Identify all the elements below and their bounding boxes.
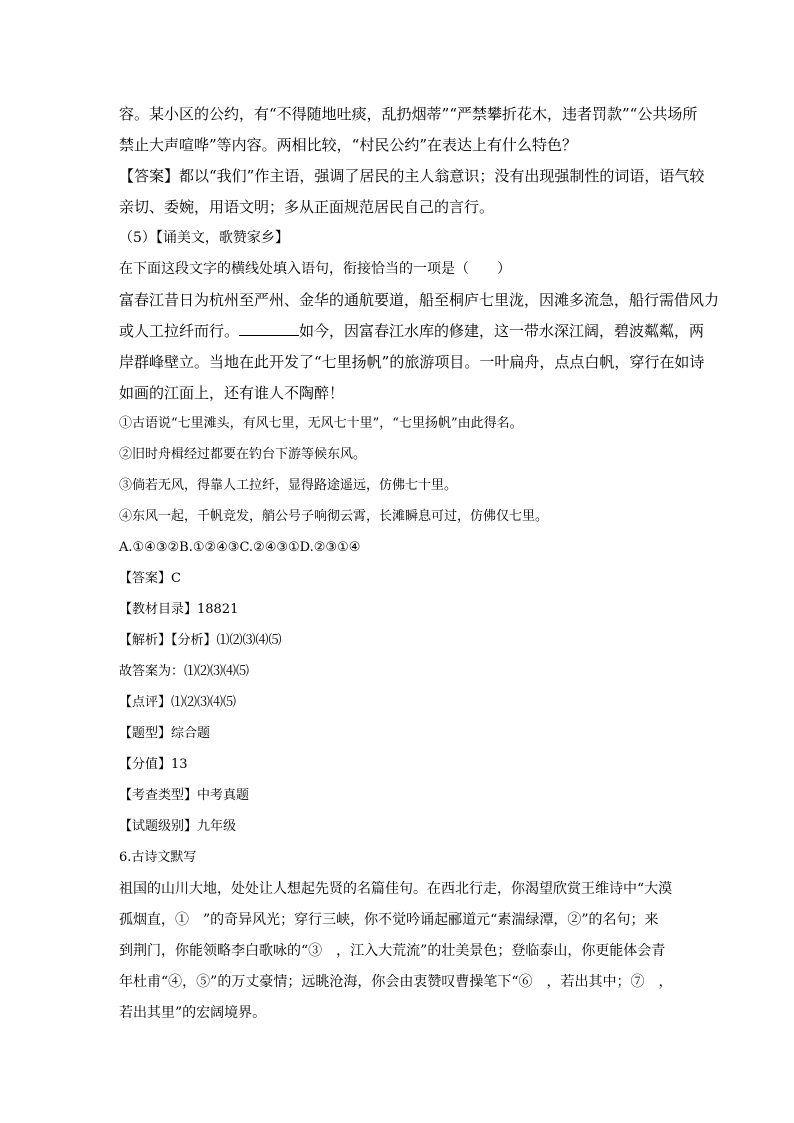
- answer-line: 【答案】都以“我们”作主语，强调了居民的主人翁意识；没有出现强制性的词语，语气较: [119, 167, 705, 185]
- fill-in-blank: [239, 321, 299, 336]
- text-line: 到荆门，你能领略李白歌咏的“③ ，江入大荒流”的壮美景色；登临泰山，你更能体会青: [119, 943, 666, 959]
- text-segment: 或人工拉纤而行。: [119, 322, 240, 340]
- question-heading: 6.古诗文默写: [119, 850, 197, 865]
- text-line: 岸群峰壁立。当地在此开发了“七里扬帆”的旅游项目。一叶扁舟，点点白帆，穿行在如诗: [119, 353, 705, 371]
- section-heading: （5）【诵美文，歌赞家乡】: [119, 230, 289, 246]
- comment-label: 【点评】⑴⑵⑶⑷⑸: [119, 695, 237, 710]
- answer-summary: 故答案为：⑴⑵⑶⑷⑸: [119, 664, 250, 679]
- option-sentence-3: ③倘若无风，得靠人工拉纤，显得路途遥远，仿佛七十里。: [119, 478, 458, 493]
- text-line: 如画的江面上，还有谁人不陶醉！: [119, 384, 345, 402]
- text-line: 若出其里”的宏阔境界。: [119, 1005, 267, 1021]
- text-segment: 如今，因富春江水库的修建，这一带水深江阔，碧波粼粼，两: [299, 322, 705, 340]
- answer-label: 【答案】C: [119, 571, 181, 586]
- text-line-with-blank: [119, 321, 705, 341]
- question-prompt: 在下面这段文字的横线处填入语句，衔接恰当的一项是（ ）: [119, 261, 511, 277]
- catalog-label: 【教材目录】18821: [119, 602, 239, 617]
- text-line: 年杜甫“④，⑤”的万丈豪情；远眺沧海，你会由衷赞叹曹操笔下“⑥ ，若出其中；⑦ ，: [119, 974, 673, 990]
- question-type-label: 【题型】综合题: [119, 726, 211, 741]
- option-sentence-1: ①古语说“七里滩头，有风七里，无风七十里”，“七里扬帆”由此得名。: [119, 416, 523, 431]
- text-line: 孤烟直，① ”的奇异风光；穿行三峡，你不觉吟诵起郦道元“素湍绿潭，②”的名句；来: [119, 912, 659, 928]
- analysis-label: 【解析】【分析】⑴⑵⑶⑷⑸: [119, 633, 282, 648]
- option-sentence-4: ④东风一起，千帆竞发，艄公号子响彻云霄，长滩瞬息可过，仿佛仅七里。: [119, 509, 549, 524]
- score-label: 【分值】13: [119, 757, 188, 772]
- answer-choices: A.①④③②B.①②④③C.②④③①D.②③①④: [119, 540, 361, 555]
- grade-level-label: 【试题级别】九年级: [119, 819, 237, 834]
- option-sentence-2: ②旧时舟楫经过都要在钓台下游等候东风。: [119, 447, 367, 462]
- text-line: 禁止大声喧哗”等内容。两相比较，“村民公约”在表达上有什么特色？: [119, 136, 578, 154]
- text-line: 亲切、委婉，用语文明；多从正面规范居民自己的言行。: [119, 198, 495, 216]
- exam-type-label: 【考查类型】中考真题: [119, 788, 250, 803]
- text-line: 祖国的山川大地，处处让人想起先贤的名篇佳句。在西北行走，你渴望欣赏王维诗中“大漠: [119, 881, 673, 897]
- text-line: 容。某小区的公约，有“不得随地吐痰，乱扔烟蒂”“严禁攀折花木，违者罚款”“公共场所: [119, 105, 698, 123]
- text-line: 富春江昔日为杭州至严州、金华的通航要道，船至桐庐七里泷，因滩多流急，船行需借风力: [119, 291, 720, 309]
